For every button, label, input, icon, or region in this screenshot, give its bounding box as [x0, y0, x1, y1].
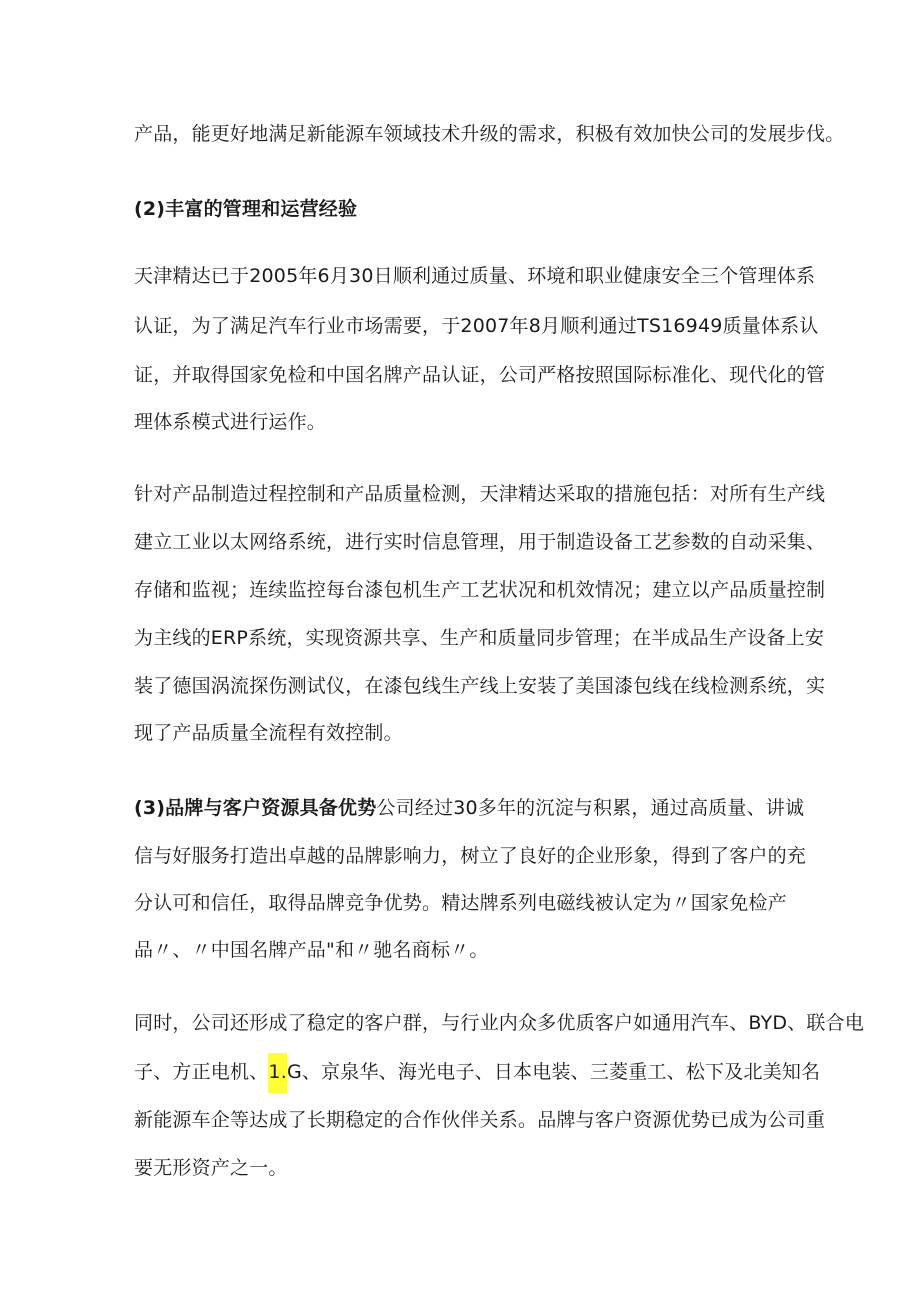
paragraph-line: 同时，公司还形成了稳定的客户群，与行业内众多优质客户如通用汽车、BYD、联合电 — [134, 1012, 865, 1034]
paragraph-line: 要无形资产之一。 — [134, 1157, 288, 1179]
paragraph-text: 子、方正电机、 — [134, 1061, 269, 1083]
paragraph-line: 为主线的ERP系统，实现资源共享、生产和质量同步管理；在半成品生产设备上安 — [134, 627, 825, 649]
paragraph-line: 存储和监视；连续监控每台漆包机生产工艺状况和机效情况；建立以产品质量控制 — [134, 579, 826, 601]
paragraph-line: 品〃、〃中国名牌产品"和〃驰名商标〃。 — [134, 939, 489, 961]
paragraph-line: 天津精达已于2005年6月30日顺利通过质量、环境和职业健康安全三个管理体系 — [134, 265, 816, 287]
paragraph-line: 针对产品制造过程控制和产品质量检测，天津精达采取的措施包括：对所有生产线 — [134, 483, 826, 505]
paragraph-line — [134, 796, 804, 820]
paragraph-text: 公司经过30多年的沉淀与积累，通过高质量、讲诚 — [376, 797, 805, 819]
paragraph-line: 信与好服务打造出卓越的品牌影响力，树立了良好的企业形象，得到了客户的充 — [134, 845, 807, 867]
paragraph-line: 产品，能更好地满足新能源车领域技术升级的需求，积极有效加快公司的发展步伐。 — [134, 123, 845, 145]
paragraph-text: G、京泉华、海光电子、日本电装、三菱重工、松下及北美知名 — [286, 1061, 821, 1083]
paragraph-line: 装了德国涡流探伤测试仪，在漆包线生产线上安装了美国漆包线在线检测系统，实 — [134, 675, 826, 697]
section-heading-3: (3)品牌与客户资源具备优势 — [134, 797, 377, 819]
paragraph-line: 建立工业以太网络系统，进行实时信息管理，用于制造设备工艺参数的自动采集、 — [134, 531, 826, 553]
section-heading-2: (2)丰富的管理和运营经验 — [134, 198, 358, 220]
paragraph-line: 理体系模式进行运作。 — [134, 411, 327, 433]
highlighted-text: 1. — [268, 1053, 287, 1093]
paragraph-line: 认证，为了满足汽车行业市场需要，于2007年8月顺利通过TS16949质量体系认 — [134, 315, 819, 337]
paragraph-line: 证，并取得国家免检和中国名牌产品认证，公司严格按照国际标准化、现代化的管 — [134, 364, 826, 386]
paragraph-line: 分认可和信任，取得品牌竞争优势。精达牌系列电磁线被认定为〃国家免检产 — [134, 892, 787, 914]
paragraph-line: 新能源车企等达成了长期稳定的合作伙伴关系。品牌与客户资源优势已成为公司重 — [134, 1109, 826, 1131]
paragraph-line: 现了产品质量全流程有效控制。 — [134, 722, 403, 744]
paragraph-line — [134, 1060, 820, 1084]
